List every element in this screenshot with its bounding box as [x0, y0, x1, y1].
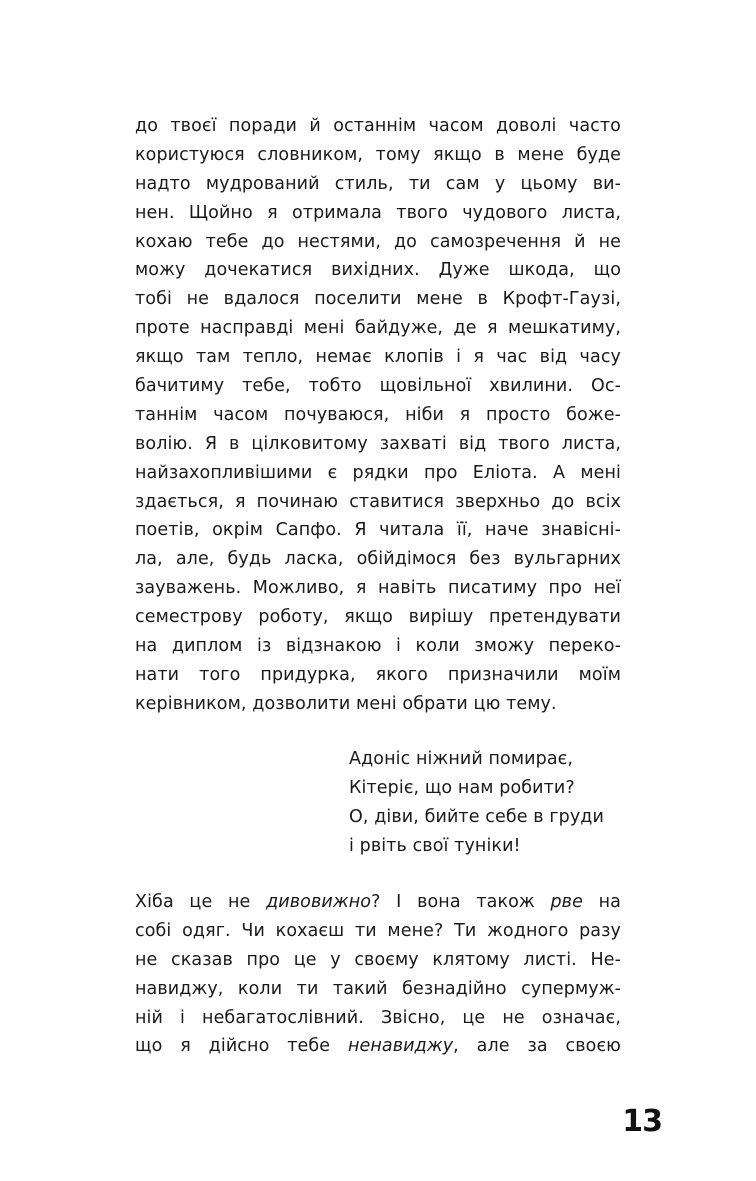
text-line: семестрову роботу, якщо вирішу претендувати [135, 607, 621, 628]
emphasis-text: дивовижно [266, 892, 372, 912]
poem-line: і рвіть свої туніки! [349, 835, 521, 856]
page-number: 13 [622, 1104, 662, 1139]
text-line: здається, я починаю ставитися зверхньо до всіх [135, 491, 621, 512]
text-line: можу дочекатися вихідних. Дуже шкода, що [135, 260, 621, 281]
text-line [135, 888, 621, 917]
text-line: не сказав про це у своєму клятому листі. Не- [135, 949, 621, 970]
text-run: на [582, 892, 622, 912]
text-line [135, 1032, 621, 1061]
text-line: проте насправді мені байдуже, де я мешкатиму, [135, 318, 621, 339]
text-run: що я дійсно тебе [135, 1036, 348, 1057]
text-line: поетів, окрім Сапфо. Я читала її, наче знавіснi- [135, 520, 621, 541]
text-line: таннім часом почуваюся, ніби я просто боже- [135, 404, 621, 425]
text-line: на диплом із відзнакою і коли зможу переко- [135, 636, 621, 657]
poem-line: Адоніс ніжний помирає, [349, 749, 574, 769]
text-line: ла, але, будь ласка, обійдімося без вульгарних [135, 549, 621, 570]
text-line: нен. Щойно я отримала твого чудового листа, [135, 202, 621, 223]
poem-quote [349, 745, 639, 861]
text-run: , але за своєю [453, 1036, 621, 1057]
paragraph [135, 112, 621, 719]
text-run: Хіба це не [135, 892, 267, 912]
text-line: нати того придурка, якого призначили моїм [135, 664, 621, 685]
text-line: ній і небагатослівний. Звісно, це не означає, [135, 1007, 621, 1028]
text-line: до твоєї поради й останнім часом доволі часто [135, 116, 621, 136]
poem-line: Кітеріє, що нам робити? [349, 777, 575, 798]
poem-line: О, діви, бийте себе в груди [349, 806, 604, 827]
emphasis-text: рве [550, 892, 583, 912]
text-line: волію. Я в цілковитому захваті від твого листа, [135, 433, 621, 454]
text-line: надто мудрований стиль, ти сам у цьому ви- [135, 173, 621, 194]
paragraph [135, 888, 621, 1061]
text-line: собі одяг. Чи кохаєш ти мене? Ти жодного разу [135, 920, 621, 941]
text-line: навиджу, коли ти такий безнадійно супермуж- [135, 978, 621, 999]
text-run: ? І вона також [371, 892, 551, 912]
text-line: найзахопливішими є рядки про Еліота. А мені [135, 462, 621, 483]
text-line: бачитиму тебе, тобто щовільної хвилини. Ос- [135, 376, 621, 397]
text-line: кохаю тебе до нестями, до самозречення й не [135, 231, 621, 252]
emphasis-text: ненавиджу [347, 1036, 454, 1057]
text-line: користуюся словником, тому якщо в мене буде [135, 144, 621, 165]
text-line: тобі не вдалося поселити мене в Крофт-Гаузі, [135, 289, 621, 310]
text-line: зауважень. Можливо, я навіть писатиму про неї [135, 578, 621, 599]
text-line: керівником, дозволити мені обрати цю тему. [135, 693, 557, 714]
text-line: якщо там тепло, немає клопів і я час від часу [135, 347, 621, 368]
